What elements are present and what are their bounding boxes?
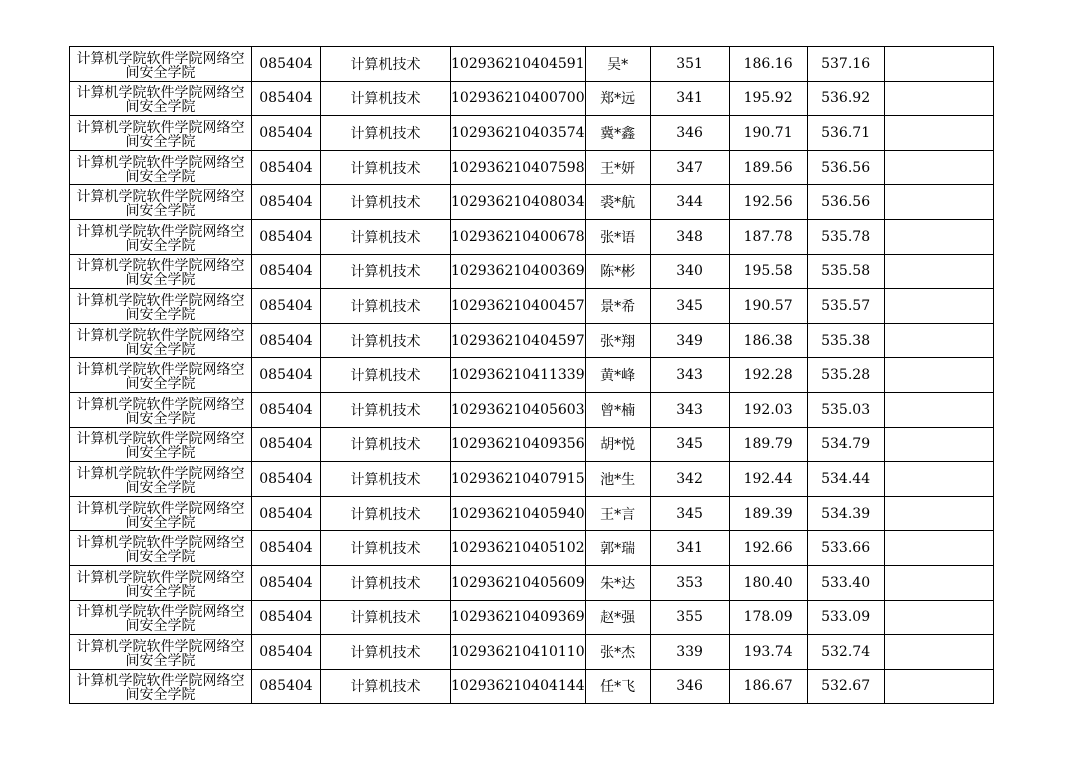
table-row [70, 496, 994, 531]
cell-major-name: 计算机技术 [321, 254, 451, 289]
cell-major-code: 085404 [252, 116, 321, 151]
cell-college [70, 254, 252, 289]
cell-remark [884, 323, 993, 358]
cell-name: 郑*远 [585, 81, 650, 116]
cell-prelim-score: 342 [650, 462, 729, 497]
cell-name: 朱*达 [585, 565, 650, 600]
cell-college [70, 635, 252, 670]
table-row [70, 358, 994, 393]
cell-major-code: 085404 [252, 531, 321, 566]
table-row [70, 669, 994, 704]
cell-exam-id: 102936210400369 [451, 254, 586, 289]
cell-prelim-score: 340 [650, 254, 729, 289]
cell-total-score: 535.57 [807, 289, 884, 324]
table-row [70, 289, 994, 324]
table-row [70, 600, 994, 635]
college-name-text: 计算机学院软件学院网络空间安全学院 [76, 327, 245, 358]
cell-remark [884, 635, 993, 670]
cell-total-score: 535.38 [807, 323, 884, 358]
college-name-text: 计算机学院软件学院网络空间安全学院 [76, 154, 245, 185]
cell-prelim-score: 341 [650, 531, 729, 566]
cell-college [70, 185, 252, 220]
cell-remark [884, 669, 993, 704]
cell-exam-id: 102936210405102 [451, 531, 586, 566]
cell-remark [884, 254, 993, 289]
cell-total-score: 535.28 [807, 358, 884, 393]
cell-major-name: 计算机技术 [321, 427, 451, 462]
college-name-text: 计算机学院软件学院网络空间安全学院 [76, 465, 245, 496]
table-row [70, 323, 994, 358]
table-row [70, 427, 994, 462]
cell-exam-id: 102936210404144 [451, 669, 586, 704]
cell-major-code: 085404 [252, 219, 321, 254]
cell-total-score: 534.79 [807, 427, 884, 462]
cell-prelim-score: 345 [650, 496, 729, 531]
cell-name: 赵*强 [585, 600, 650, 635]
cell-retest-score: 192.28 [729, 358, 807, 393]
cell-prelim-score: 346 [650, 669, 729, 704]
college-name-text: 计算机学院软件学院网络空间安全学院 [76, 119, 245, 150]
cell-exam-id: 102936210403574 [451, 116, 586, 151]
cell-total-score: 536.56 [807, 150, 884, 185]
cell-major-name: 计算机技术 [321, 185, 451, 220]
cell-major-code: 085404 [252, 392, 321, 427]
cell-college [70, 81, 252, 116]
cell-remark [884, 358, 993, 393]
cell-remark [884, 565, 993, 600]
college-name-text: 计算机学院软件学院网络空间安全学院 [76, 362, 245, 393]
cell-retest-score: 192.03 [729, 392, 807, 427]
cell-prelim-score: 343 [650, 358, 729, 393]
cell-major-name: 计算机技术 [321, 81, 451, 116]
cell-total-score: 537.16 [807, 47, 884, 82]
cell-retest-score: 192.56 [729, 185, 807, 220]
table-row [70, 254, 994, 289]
table-row [70, 531, 994, 566]
cell-retest-score: 190.57 [729, 289, 807, 324]
cell-major-name: 计算机技术 [321, 47, 451, 82]
cell-college [70, 427, 252, 462]
cell-remark [884, 150, 993, 185]
college-name-text: 计算机学院软件学院网络空间安全学院 [76, 569, 245, 600]
cell-prelim-score: 351 [650, 47, 729, 82]
cell-retest-score: 192.44 [729, 462, 807, 497]
cell-college [70, 496, 252, 531]
cell-exam-id: 102936210404597 [451, 323, 586, 358]
cell-major-name: 计算机技术 [321, 496, 451, 531]
cell-remark [884, 81, 993, 116]
cell-major-name: 计算机技术 [321, 565, 451, 600]
cell-major-code: 085404 [252, 150, 321, 185]
cell-name: 王*妍 [585, 150, 650, 185]
table-body [70, 47, 994, 704]
cell-exam-id: 102936210404591 [451, 47, 586, 82]
cell-major-code: 085404 [252, 289, 321, 324]
college-name-text: 计算机学院软件学院网络空间安全学院 [76, 189, 245, 220]
cell-total-score: 536.92 [807, 81, 884, 116]
cell-name: 张*杰 [585, 635, 650, 670]
cell-retest-score: 193.74 [729, 635, 807, 670]
cell-name: 陈*彬 [585, 254, 650, 289]
cell-major-name: 计算机技术 [321, 150, 451, 185]
cell-name: 任*飞 [585, 669, 650, 704]
cell-retest-score: 187.78 [729, 219, 807, 254]
cell-name: 景*希 [585, 289, 650, 324]
cell-prelim-score: 341 [650, 81, 729, 116]
college-name-text: 计算机学院软件学院网络空间安全学院 [76, 638, 245, 669]
cell-exam-id: 102936210400678 [451, 219, 586, 254]
table-row [70, 47, 994, 82]
cell-retest-score: 180.40 [729, 565, 807, 600]
cell-major-name: 计算机技术 [321, 635, 451, 670]
cell-major-name: 计算机技术 [321, 600, 451, 635]
college-name-text: 计算机学院软件学院网络空间安全学院 [76, 500, 245, 531]
cell-remark [884, 392, 993, 427]
table-row [70, 635, 994, 670]
cell-retest-score: 189.56 [729, 150, 807, 185]
cell-college [70, 531, 252, 566]
cell-remark [884, 462, 993, 497]
table-row [70, 219, 994, 254]
cell-remark [884, 219, 993, 254]
table-row [70, 116, 994, 151]
cell-major-code: 085404 [252, 47, 321, 82]
cell-college [70, 323, 252, 358]
table-row [70, 565, 994, 600]
cell-major-code: 085404 [252, 81, 321, 116]
cell-major-name: 计算机技术 [321, 392, 451, 427]
cell-major-code: 085404 [252, 254, 321, 289]
cell-major-name: 计算机技术 [321, 462, 451, 497]
cell-total-score: 535.03 [807, 392, 884, 427]
cell-prelim-score: 347 [650, 150, 729, 185]
cell-college [70, 600, 252, 635]
cell-remark [884, 600, 993, 635]
cell-name: 胡*悦 [585, 427, 650, 462]
cell-exam-id: 102936210408034 [451, 185, 586, 220]
cell-exam-id: 102936210411339 [451, 358, 586, 393]
cell-prelim-score: 346 [650, 116, 729, 151]
cell-major-code: 085404 [252, 565, 321, 600]
cell-college [70, 150, 252, 185]
cell-remark [884, 427, 993, 462]
cell-retest-score: 186.38 [729, 323, 807, 358]
cell-prelim-score: 353 [650, 565, 729, 600]
cell-name: 裘*航 [585, 185, 650, 220]
cell-exam-id: 102936210409369 [451, 600, 586, 635]
cell-total-score: 533.40 [807, 565, 884, 600]
cell-remark [884, 289, 993, 324]
cell-major-code: 085404 [252, 669, 321, 704]
cell-retest-score: 186.16 [729, 47, 807, 82]
cell-college [70, 47, 252, 82]
cell-retest-score: 178.09 [729, 600, 807, 635]
cell-exam-id: 102936210407598 [451, 150, 586, 185]
cell-prelim-score: 344 [650, 185, 729, 220]
cell-retest-score: 195.92 [729, 81, 807, 116]
cell-major-name: 计算机技术 [321, 323, 451, 358]
cell-exam-id: 102936210405609 [451, 565, 586, 600]
college-name-text: 计算机学院软件学院网络空间安全学院 [76, 535, 245, 566]
cell-major-code: 085404 [252, 185, 321, 220]
college-name-text: 计算机学院软件学院网络空间安全学院 [76, 673, 245, 704]
cell-exam-id: 102936210405603 [451, 392, 586, 427]
cell-prelim-score: 348 [650, 219, 729, 254]
cell-name: 张*语 [585, 219, 650, 254]
cell-college [70, 565, 252, 600]
cell-remark [884, 531, 993, 566]
college-name-text: 计算机学院软件学院网络空间安全学院 [76, 258, 245, 289]
cell-retest-score: 186.67 [729, 669, 807, 704]
cell-major-code: 085404 [252, 496, 321, 531]
cell-major-code: 085404 [252, 323, 321, 358]
college-name-text: 计算机学院软件学院网络空间安全学院 [76, 396, 245, 427]
cell-total-score: 534.44 [807, 462, 884, 497]
table-row [70, 81, 994, 116]
cell-prelim-score: 345 [650, 289, 729, 324]
cell-college [70, 392, 252, 427]
cell-exam-id: 102936210405940 [451, 496, 586, 531]
cell-total-score: 532.67 [807, 669, 884, 704]
cell-exam-id: 102936210409356 [451, 427, 586, 462]
cell-total-score: 533.66 [807, 531, 884, 566]
cell-major-code: 085404 [252, 427, 321, 462]
cell-major-code: 085404 [252, 600, 321, 635]
cell-name: 张*翔 [585, 323, 650, 358]
college-name-text: 计算机学院软件学院网络空间安全学院 [76, 292, 245, 323]
cell-total-score: 535.58 [807, 254, 884, 289]
cell-major-name: 计算机技术 [321, 219, 451, 254]
cell-major-name: 计算机技术 [321, 531, 451, 566]
cell-exam-id: 102936210407915 [451, 462, 586, 497]
cell-exam-id: 102936210410110 [451, 635, 586, 670]
cell-major-name: 计算机技术 [321, 358, 451, 393]
cell-college [70, 289, 252, 324]
cell-college [70, 358, 252, 393]
cell-name: 王*言 [585, 496, 650, 531]
cell-total-score: 535.78 [807, 219, 884, 254]
table-row [70, 150, 994, 185]
cell-total-score: 532.74 [807, 635, 884, 670]
cell-remark [884, 47, 993, 82]
cell-retest-score: 195.58 [729, 254, 807, 289]
cell-prelim-score: 345 [650, 427, 729, 462]
cell-name: 郭*瑞 [585, 531, 650, 566]
cell-retest-score: 192.66 [729, 531, 807, 566]
college-name-text: 计算机学院软件学院网络空间安全学院 [76, 223, 245, 254]
cell-total-score: 533.09 [807, 600, 884, 635]
cell-prelim-score: 349 [650, 323, 729, 358]
cell-retest-score: 190.71 [729, 116, 807, 151]
table-row [70, 392, 994, 427]
college-name-text: 计算机学院软件学院网络空间安全学院 [76, 85, 245, 116]
cell-total-score: 536.56 [807, 185, 884, 220]
cell-prelim-score: 355 [650, 600, 729, 635]
cell-major-code: 085404 [252, 358, 321, 393]
cell-remark [884, 185, 993, 220]
cell-prelim-score: 343 [650, 392, 729, 427]
cell-college [70, 669, 252, 704]
cell-college [70, 219, 252, 254]
cell-college [70, 462, 252, 497]
cell-exam-id: 102936210400700 [451, 81, 586, 116]
cell-major-name: 计算机技术 [321, 669, 451, 704]
college-name-text: 计算机学院软件学院网络空间安全学院 [76, 604, 245, 635]
cell-name: 池*生 [585, 462, 650, 497]
cell-total-score: 534.39 [807, 496, 884, 531]
admission-score-table [69, 46, 994, 704]
cell-exam-id: 102936210400457 [451, 289, 586, 324]
cell-major-name: 计算机技术 [321, 116, 451, 151]
cell-name: 冀*鑫 [585, 116, 650, 151]
cell-major-code: 085404 [252, 462, 321, 497]
cell-total-score: 536.71 [807, 116, 884, 151]
cell-major-name: 计算机技术 [321, 289, 451, 324]
cell-retest-score: 189.39 [729, 496, 807, 531]
cell-name: 曾*楠 [585, 392, 650, 427]
cell-name: 吴* [585, 47, 650, 82]
cell-prelim-score: 339 [650, 635, 729, 670]
college-name-text: 计算机学院软件学院网络空间安全学院 [76, 431, 245, 462]
college-name-text: 计算机学院软件学院网络空间安全学院 [76, 50, 245, 81]
cell-major-code: 085404 [252, 635, 321, 670]
table-row [70, 462, 994, 497]
cell-remark [884, 496, 993, 531]
cell-remark [884, 116, 993, 151]
cell-name: 黄*峰 [585, 358, 650, 393]
cell-retest-score: 189.79 [729, 427, 807, 462]
cell-college [70, 116, 252, 151]
table-row [70, 185, 994, 220]
